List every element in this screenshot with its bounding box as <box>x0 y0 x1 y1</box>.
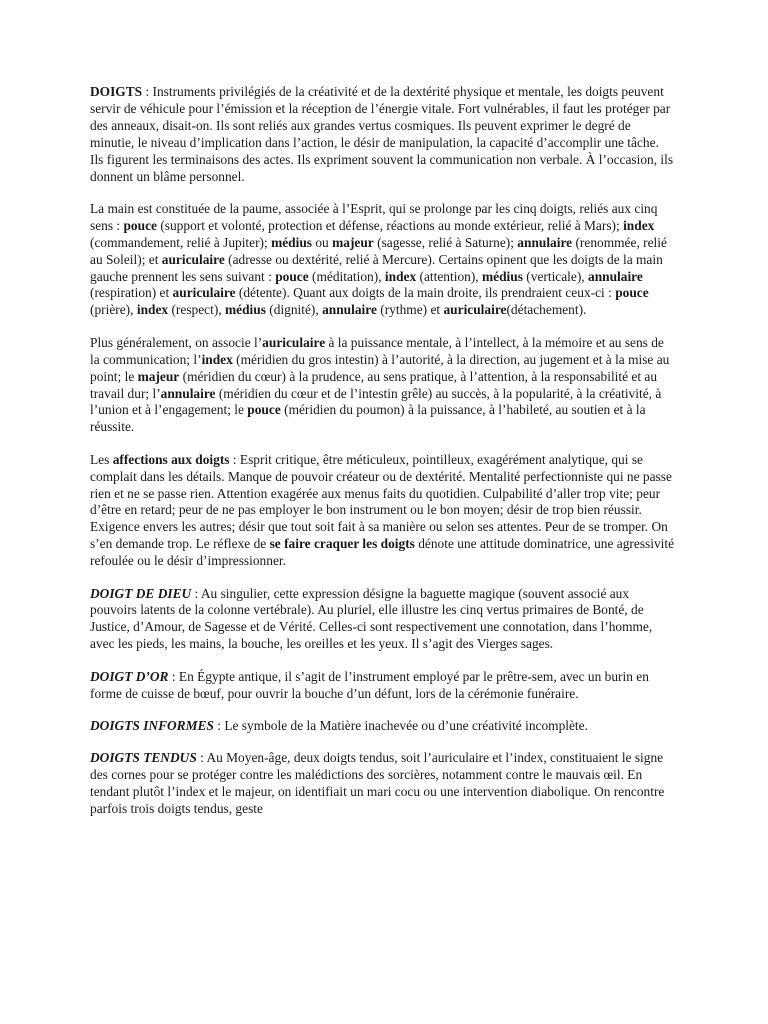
text-run: (méridien du poumon) à la puissance, à l’habileté, au soutien et à la réussite. <box>90 402 646 435</box>
text-run: (attention), <box>416 268 482 284</box>
finger-term: auriculaire <box>262 334 326 350</box>
text-run: (respect), <box>168 302 225 318</box>
text-run: La main est constituée de la paume, associée à l’Esprit, qui se prolonge par les cinq doigts, reliés aux cinq sens : <box>90 200 658 233</box>
text-run: (méridien du gros intestin) à l’autorité, à la direction, au jugement et à la mise au point; le <box>90 351 670 384</box>
finger-term: auriculaire <box>443 302 507 318</box>
text-run: à la puissance mentale, à l’intellect, à la mémoire et au sens de la communication; l’ <box>90 334 664 367</box>
finger-term: majeur <box>137 368 180 384</box>
text-run: (renommée, relié au Soleil); et <box>90 234 667 267</box>
entry-text: : Au singulier, cette expression désigne la baguette magique (souvent associé aux pouvoirs latents de la colonne vertébrale). Au pluriel, elle illustre les cinq vertus primaires de Bonté, de Justice, d’Amour, de Sagesse et de Vérité. Celles-ci sont respectivement une connotation, dans l’homme, avec les pieds, les mains, la bouche, les oreilles et les yeux. Il s’agit des Vierges sages. <box>90 585 653 652</box>
text-run: (méditation), <box>308 268 385 284</box>
finger-term: médius <box>271 234 313 250</box>
text-run: Plus généralement, on associe l’ <box>90 334 263 350</box>
text-run: (rythme) et <box>376 302 444 318</box>
text-run: (support et volonté, protection et défense, réactions au monde extérieur, relié à Mars); <box>156 217 624 233</box>
finger-term: médius <box>225 302 266 318</box>
text-run: (détachement). <box>506 302 587 318</box>
finger-term: annulaire <box>160 385 216 401</box>
entry-text: : Le symbole de la Matière inachevée ou d’une créativité incomplète. <box>213 718 588 733</box>
paragraph-affections <box>90 452 675 570</box>
entry-term: DOIGT DE DIEU <box>90 585 192 601</box>
finger-term: médius <box>482 268 523 284</box>
craquer-term: se faire craquer les doigts <box>269 536 415 552</box>
paragraph-main-fingers <box>90 201 675 319</box>
text-run: (prière), <box>90 302 137 318</box>
finger-term: index <box>136 302 169 318</box>
finger-term: pouce <box>123 217 157 233</box>
text-run: Les <box>90 451 113 467</box>
text-run: (dignité), <box>265 302 323 318</box>
entry-doigts <box>90 84 675 185</box>
text-run: : Esprit critique, être méticuleux, pointilleux, exagérément analytique, qui se complait dans les détails. Manque de pouvoir créateur ou de dextérité. Mentalité perfectionniste qui ne passe rien et ne se passe rien. Attention exagérée aux menus faits du quotidien. Culpabilité d’aller trop vite; peur d’être en retard; peur de ne pas employer le bon instrument ou le bon moyen; désir de trop bien réussir. Exigence envers les autres; désir que tout soit fait à sa manière ou selon ses attentes. Peur de se tromper. On s’en demande trop. Le réflexe de <box>90 451 672 552</box>
finger-term: index <box>201 351 233 367</box>
entry-term: DOIGT D’OR <box>90 668 169 684</box>
text-run: (méridien du cœur) à la prudence, au sens pratique, à l’attention, à la responsabilité et au travail dur; l’ <box>90 368 658 401</box>
entry-term: DOIGTS <box>90 84 143 99</box>
paragraph-general-association <box>90 335 675 436</box>
text-run: (commandement, relié à Jupiter); <box>90 234 272 250</box>
text-run: (méridien du cœur et de l’intestin grêle) au succès, à la popularité, à la créativité, à l’union et à l’engagement; le <box>90 385 662 418</box>
entry-term: DOIGTS TENDUS <box>90 750 197 766</box>
finger-term: index <box>623 217 655 233</box>
entry-doigts-informes <box>90 718 675 735</box>
text-run: (verticale), <box>522 268 588 284</box>
finger-term: auriculaire <box>172 285 236 301</box>
finger-term: annulaire <box>322 302 377 318</box>
entry-text: : Instruments privilégiés de la créativité et de la dextérité physique et mentale, les doigts peuvent servir de véhicule pour l’émission et la réception de l’énergie vitale. Fort vulnérables, il faut les protéger par des anneaux, disait-on. Ils sont reliés aux grandes vertus cosmiques. Ils peuvent exprimer le degré de minutie, le niveau d’implication dans l’action, le désir de manipulation, la capacité d’accomplir une tâche. Ils figurent les terminaisons des actes. Ils expriment souvent la communication non verbale. À l’occasion, ils donnent un blâme personnel. <box>90 84 674 184</box>
finger-term: annulaire <box>517 234 573 250</box>
finger-term: pouce <box>247 402 281 418</box>
text-run: (sagesse, relié à Saturne); <box>373 234 518 250</box>
finger-term: auriculaire <box>161 251 225 267</box>
finger-term: pouce <box>615 285 649 301</box>
text-run: ou <box>312 234 333 250</box>
finger-term: index <box>384 268 417 284</box>
text-run: (détente). Quant aux doigts de la main droite, ils prendraient ceux-ci : <box>235 285 616 301</box>
finger-term: pouce <box>275 268 309 284</box>
finger-term: annulaire <box>588 268 643 284</box>
text-run: (adresse ou dextérité, relié à Mercure). Certains opinent que les doigts de la main gauche prennent les sens suivant : <box>90 251 663 284</box>
entry-term: DOIGTS INFORMES <box>90 718 214 733</box>
entry-doigt-de-dieu <box>90 586 675 654</box>
entry-text: : Au Moyen-âge, deux doigts tendus, soit l’auriculaire et l’index, constituaient le signe des cornes pour se protéger contre les malédictions des sorcières, notamment contre le mauvais œil. En tendant plutôt l’index et le majeur, on identifiait un mari cocu ou une intervention diabolique. On rencontre parfois trois doigts tendus, geste <box>90 750 665 817</box>
entry-doigt-d-or <box>90 669 675 703</box>
affections-term: affections aux doigts <box>112 451 230 467</box>
text-run: dénote une attitude dominatrice, une agressivité refoulée ou le désir d’impressionner. <box>90 536 675 569</box>
text-run: (respiration) et <box>90 285 173 301</box>
document-page <box>90 84 675 834</box>
entry-doigts-tendus <box>90 750 675 818</box>
finger-term: majeur <box>332 234 374 250</box>
entry-text: : En Égypte antique, il s’agit de l’instrument employé par le prêtre-sem, avec un burin en forme de cuisse de bœuf, pour ouvrir la bouche d’un défunt, lors de la cérémonie funéraire. <box>90 668 649 701</box>
